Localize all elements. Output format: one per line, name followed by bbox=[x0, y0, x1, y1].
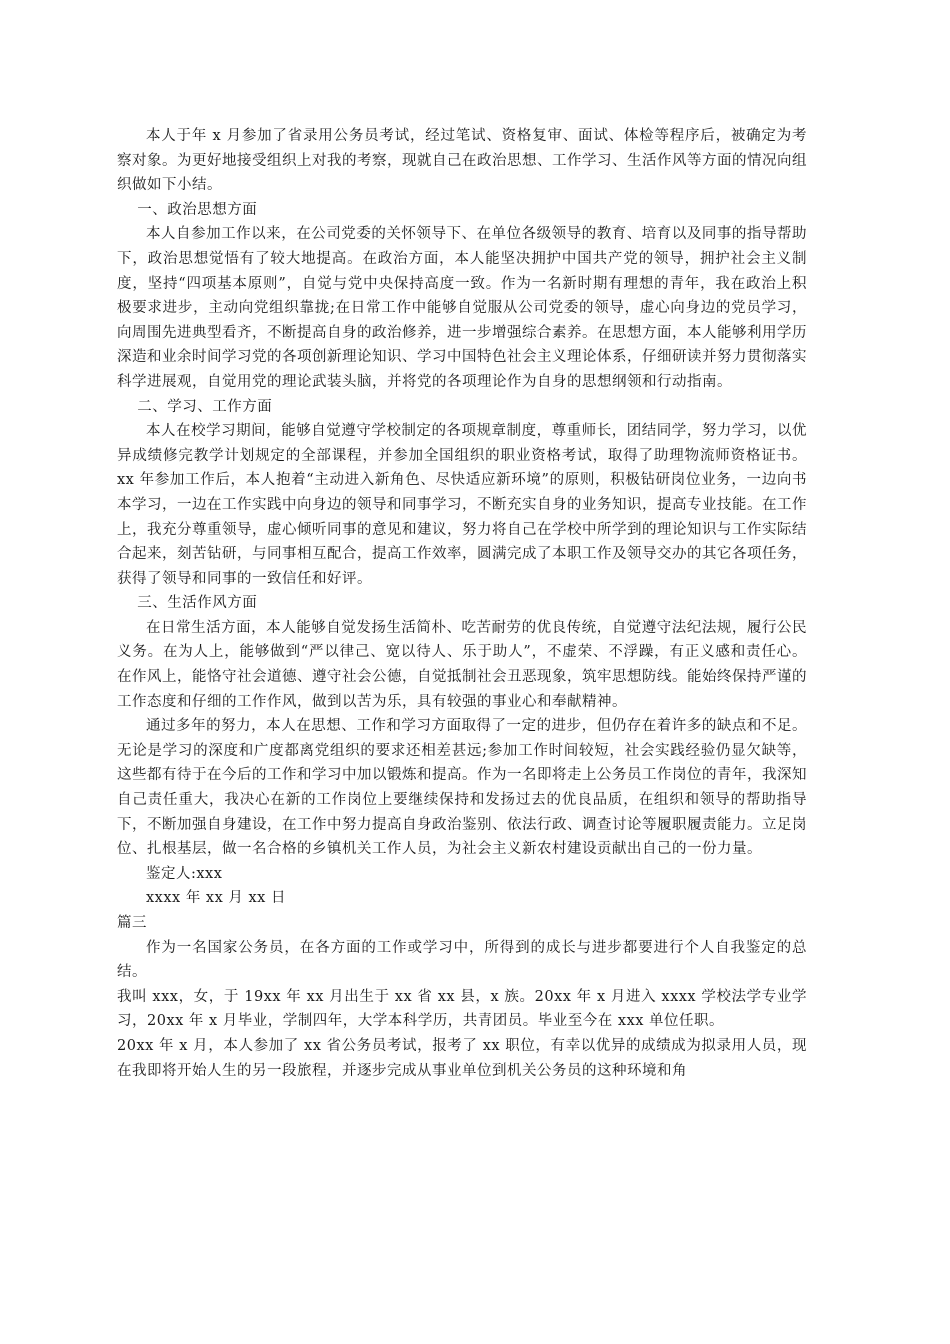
signature-line: 鉴定人:xxx bbox=[146, 865, 223, 882]
political-paragraph: 本人自参加工作以来，在公司党委的关怀领导下、在单位各级领导的教育、培育以及同事的指导帮助下，政治思想觉悟有了较大地提高。在政治方面，本人能坚决拥护中国共产党的领导，拥护社会主义制度，坚持“四项基本原则”，自觉与党中央保持高度一致。作为一名新时期有理想的青年，我在政治上积极要求进步，主动向党组织靠拢;在日常工作中能够自觉服从公司党委的领导，虚心向身边的党员学习，向周围先进典型看齐，不断提高自身的政治修养，进一步增强综合素养。在思想方面，本人能够利用学历深造和业余时间学习党的各项创新理论知识、学习中国特色社会主义理论体系，仔细研读并努力贯彻落实科学进展观，自觉用党的理论武装头脑，并将党的各项理论作为自身的思想纲领和行动指南。 bbox=[117, 226, 807, 390]
heading-study-work: 二、学习、工作方面 bbox=[137, 398, 273, 415]
document-body bbox=[117, 124, 807, 1083]
section-title: 篇三 bbox=[117, 915, 147, 931]
heading-life-style: 三、生活作风方面 bbox=[137, 595, 258, 612]
intro-paragraph: 本人于年 x 月参加了省录用公务员考试，经过笔试、资格复审、面试、体检等程序后，被确定为考察对象。为更好地接受组织上对我的考察，现就自己在政治思想、工作学习、生活作风等方面的情况向组织做如下小结。 bbox=[117, 128, 807, 194]
life-style-paragraph: 在日常生活方面，本人能够自觉发扬生活简朴、吃苦耐劳的优良传统，自觉遵守法纪法规，履行公民义务。在为人上，能够做到“严以律己、宽以待人、乐于助人”，不虚荣、不浮躁，有正义感和责任心。在作风上，能恪守社会道德、遵守社会公德，自觉抵制社会丑恶现象，筑牢思想防线。能始终保持严谨的工作态度和仔细的工作作风，做到以苦为乐，具有较强的事业心和奉献精神。 bbox=[117, 619, 807, 710]
date-line: xxxx 年 xx 月 xx 日 bbox=[146, 890, 286, 907]
personal-info-paragraph: 我叫 xxx，女，于 19xx 年 xx 月出生于 xx 省 xx 县，x 族。20xx 年 x 月进入 xxxx 学校法学专业学习，20xx 年 x 月毕业，学制四年，大学本科学历，共青团员。毕业至今在 xxx 单位任职。 bbox=[117, 988, 807, 1030]
study-work-paragraph: 本人在校学习期间，能够自觉遵守学校制定的各项规章制度，尊重师长，团结同学，努力学习，以优异成绩修完教学计划规定的全部课程，并参加全国组织的职业资格考试，取得了助理物流师资格证书。xx 年参加工作后，本人抱着“主动进入新角色、尽快适应新环境”的原则，积极钻研岗位业务，一边向书本学习，一边在工作实践中向身边的领导和同事学习，不断充实自身的业务知识，提高专业技能。在工作上，我充分尊重领导，虚心倾听同事的意见和建议，努力将自己在学校中所学到的理论知识与工作实际结合起来，刻苦钻研，与同事相互配合，提高工作效率，圆满完成了本职工作及领导交办的其它各项任务，获得了领导和同事的一致信任和好评。 bbox=[117, 423, 807, 587]
heading-political: 一、政治思想方面 bbox=[137, 201, 258, 218]
exam-paragraph: 20xx 年 x 月，本人参加了 xx 省公务员考试，报考了 xx 职位，有幸以优异的成绩成为拟录用人员，现在我即将开始人生的另一段旅程，并逐步完成从事业单位到机关公务员的这种环境和角 bbox=[117, 1037, 807, 1079]
section-intro-paragraph: 作为一名国家公务员，在各方面的工作或学习中，所得到的成长与进步都要进行个人自我鉴定的总结。 bbox=[117, 939, 807, 981]
summary-paragraph: 通过多年的努力，本人在思想、工作和学习方面取得了一定的进步，但仍存在着许多的缺点和不足。无论是学习的深度和广度都离党组织的要求还相差甚远;参加工作时间较短，社会实践经验仍显欠缺等，这些都有待于在今后的工作和学习中加以锻炼和提高。作为一名即将走上公务员工作岗位的青年，我深知自己责任重大，我决心在新的工作岗位上要继续保持和发扬过去的优良品质，在组织和领导的帮助指导下，不断加强自身建设，在工作中努力提高自身政治鉴别、依法行政、调查讨论等履职履责能力。立足岗位、扎根基层，做一名合格的乡镇机关工作人员，为社会主义新农村建设贡献出自己的一份力量。 bbox=[117, 718, 807, 858]
